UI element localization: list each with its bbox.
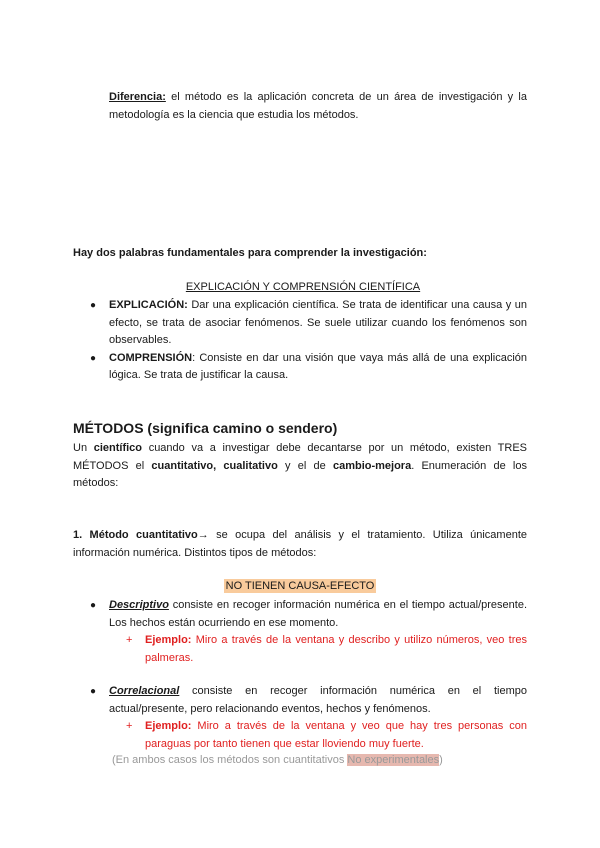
metodos-heading <box>73 418 533 438</box>
no-causa-highlight: NO TIENEN CAUSA-EFECTO <box>225 580 375 592</box>
metodos-bold-2: cuantitativo, cualitativo <box>151 459 278 472</box>
diferencia-paragraph <box>109 89 527 124</box>
metodos-text-3: y el de <box>277 459 333 472</box>
palabras-heading <box>73 245 533 263</box>
cuantitativo-label: 1. Método cuantitativo <box>73 529 198 541</box>
correlacional-label: Correlacional <box>109 685 180 697</box>
palabras-heading-text: Hay dos palabras fundamentales para comprender la investigación: <box>73 247 427 259</box>
explicacion-text: Dar una explicación científica. Se trata de identificar una causa y un efecto, se trata de asociar fenómenos. Se suele utilizar cuando los fenómenos son observables. <box>109 299 527 346</box>
nota-paragraph <box>112 752 532 770</box>
bullet-icon: ● <box>90 300 97 311</box>
metodos-paragraph <box>73 440 527 493</box>
plus-icon: + <box>126 634 133 646</box>
list-item-comprension <box>90 350 527 385</box>
correlacional-list <box>90 683 527 753</box>
list-item-explicacion <box>90 297 527 350</box>
ejemplo-text: Miro a través de la ventana y describo y utilizo números, veo tres palmeras. <box>145 634 527 664</box>
bullet-icon: ● <box>90 686 97 697</box>
correlacional-ejemplo <box>126 718 527 753</box>
nota-text: (En ambos casos los métodos son cuantitativos <box>112 754 348 766</box>
centered-title-text: EXPLICACIÓN Y COMPRENSIÓN CIENTÍFICA <box>185 281 421 293</box>
comprension-text: : Consiste en dar una visión que vaya más allá de una explicación lógica. Se trata de justificar la causa. <box>109 351 527 381</box>
metodos-text-1: Un <box>73 442 94 454</box>
metodos-bold-3: cambio-mejora <box>332 459 412 472</box>
bullet-icon: ● <box>90 600 97 611</box>
correlacional-sublist <box>126 718 527 753</box>
descriptivo-sublist <box>126 632 527 667</box>
cuantitativo-paragraph <box>73 527 527 562</box>
descriptivo-list <box>90 597 527 667</box>
diferencia-label: Diferencia: <box>109 91 166 103</box>
nota-close: ) <box>439 754 443 766</box>
metodos-text-2: cuando va a investigar debe decantarse por un método, existen TRES MÉTODOS el <box>73 442 527 472</box>
list-item-descriptivo <box>90 597 527 667</box>
centered-title <box>73 279 533 297</box>
metodos-heading-text: MÉTODOS (significa camino o sendero) <box>73 420 338 436</box>
no-causa-note <box>73 578 527 596</box>
comprension-label: COMPRENSIÓN <box>109 351 193 364</box>
explicacion-list <box>90 297 527 385</box>
ejemplo-text: Miro a través de la ventana y veo que hay tres personas con paraguas por tanto tienen que estar lloviendo muy fuerte. <box>145 720 527 750</box>
plus-icon: + <box>126 720 133 732</box>
bullet-icon: ● <box>90 352 97 364</box>
ejemplo-label: Ejemplo: <box>145 720 192 732</box>
metodos-bold-1: científico <box>93 442 143 454</box>
descriptivo-text: consiste en recoger información numérica en el tiempo actual/presente. Los hechos están ocurriendo en ese momento. <box>109 599 527 629</box>
cuantitativo-text: → se ocupa del análisis y el tratamiento. Utiliza únicamente información numérica. Distintos tipos de métodos: <box>73 529 527 559</box>
list-item-correlacional <box>90 683 527 753</box>
metodos-text-4: . Enumeración de los métodos: <box>73 459 527 489</box>
explicacion-label: EXPLICACIÓN: <box>109 299 188 311</box>
ejemplo-label: Ejemplo: <box>145 634 192 646</box>
nota-highlight: No experimentales <box>347 754 440 766</box>
descriptivo-label: Descriptivo <box>109 599 169 611</box>
correlacional-text: consiste en recoger información numérica en el tiempo actual/presente, pero relacionando eventos, hechos y fenómenos. <box>109 685 527 715</box>
diferencia-text: el método es la aplicación concreta de un área de investigación y la metodología es la ciencia que estudia los métodos. <box>109 91 527 121</box>
descriptivo-ejemplo <box>126 632 527 667</box>
